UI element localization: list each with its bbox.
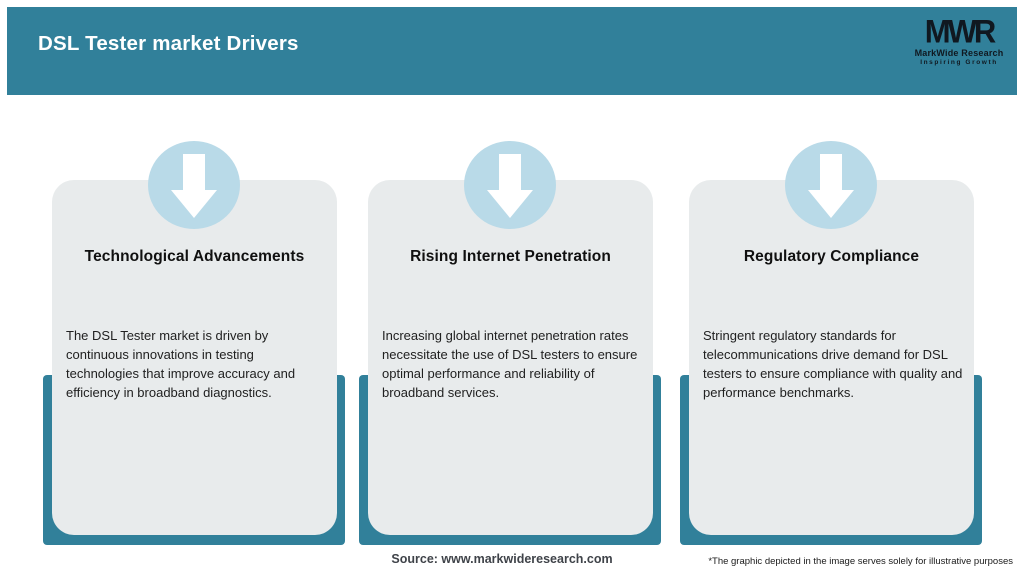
logo-tagline: Inspiring Growth — [920, 59, 998, 66]
markwide-logo — [914, 13, 1004, 66]
disclaimer-note: *The graphic depicted in the image serves solely for illustrative purposes — [708, 556, 1013, 567]
card-body-text: Stringent regulatory standards for telecommunications drive demand for DSL testers to ensure compliance with quality and performance benchmarks. — [703, 328, 963, 400]
card-title: Regulatory Compliance — [743, 248, 920, 265]
driver-card-rising-internet-penetration — [359, 140, 661, 545]
driver-card-technological-advancements — [43, 140, 345, 545]
driver-card-regulatory-compliance — [680, 140, 982, 545]
card-title: Technological Advancements — [84, 248, 305, 265]
down-arrow-icon — [148, 141, 240, 229]
card-panel — [52, 180, 337, 535]
header-banner — [7, 7, 1017, 95]
down-arrow-icon — [785, 141, 877, 229]
card-body-text: Increasing global internet penetration rates necessitate the use of DSL testers to ensure optimal performance and reliability of broadband services. — [382, 328, 638, 400]
logo-name: MarkWide Research — [914, 48, 1004, 58]
logo-acronym: MWR — [924, 13, 994, 50]
card-body-text: The DSL Tester market is driven by continuous innovations in testing technologies that improve accuracy and efficiency in broadband diagnostics. — [66, 328, 296, 400]
down-arrow-icon — [464, 141, 556, 229]
card-panel — [368, 180, 653, 535]
page-title: DSL Tester market Drivers — [38, 32, 299, 55]
card-title: Rising Internet Penetration — [410, 248, 611, 265]
source-attribution: Source: www.markwideresearch.com — [391, 552, 613, 566]
card-panel — [689, 180, 974, 535]
